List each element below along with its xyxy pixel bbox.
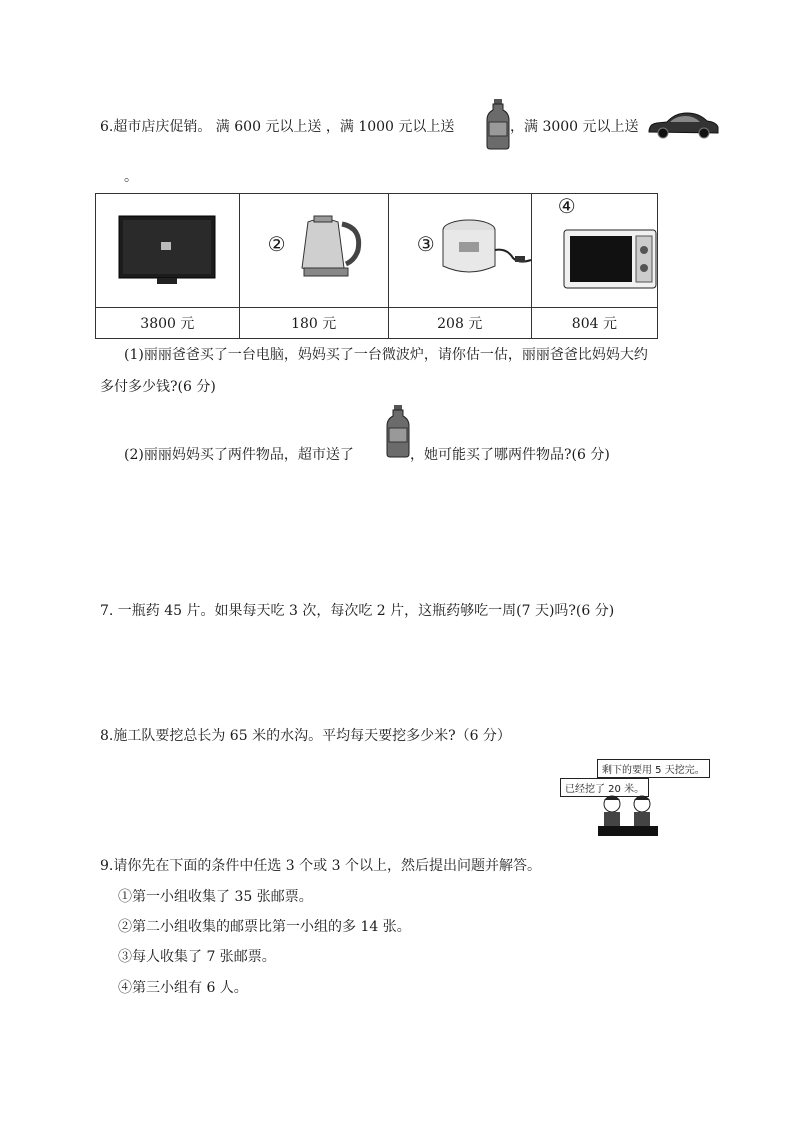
q6-line1-b: ，满 3000 元以上送	[510, 119, 639, 135]
product-marker-4: ④	[557, 194, 576, 218]
q6-sub2-b: ，她可能买了哪两件物品?(6 分)	[410, 447, 610, 463]
price-3: 208 元	[388, 308, 531, 339]
price-1: 3800 元	[96, 308, 240, 339]
q6-sub1-line2: 多付多少钱?(6 分)	[100, 379, 216, 395]
product-marker-3: ③	[416, 232, 435, 256]
product-marker-2: ②	[267, 232, 286, 256]
bottle-icon	[486, 98, 510, 150]
q9-condition-1: ①第一小组收集了 35 张邮票。	[118, 889, 313, 905]
q9-condition-2: ②第二小组收集的邮票比第一小组的多 14 张。	[118, 919, 411, 935]
product-cell-1	[96, 194, 240, 308]
q9-condition-4: ④第三小组有 6 人。	[118, 980, 248, 996]
q6-trailing-period: 。	[124, 169, 138, 185]
kettle-icon	[296, 206, 376, 282]
speech-bubble-left: 已经挖了 20 米。	[560, 778, 649, 797]
monitor-icon	[117, 214, 217, 288]
product-cell-4	[531, 194, 657, 308]
car-icon	[646, 110, 720, 140]
q7-text: 7. 一瓶药 45 片。如果每天吃 3 次，每次吃 2 片，这瓶药够吃一周(7 天)吗?(6 分)	[100, 603, 615, 619]
price-4: 804 元	[531, 308, 657, 339]
rice-cooker-icon	[441, 214, 533, 284]
microwave-icon	[562, 228, 658, 292]
product-table	[95, 193, 658, 339]
bottle-icon	[386, 404, 410, 458]
q9-condition-3: ③每人收集了 7 张邮票。	[118, 949, 276, 965]
q9-text: 9.请你先在下面的条件中任选 3 个或 3 个以上，然后提出问题并解答。	[100, 858, 541, 874]
product-cell-2	[239, 194, 388, 308]
product-cell-3	[388, 194, 531, 308]
q8-text: 8.施工队要挖总长为 65 米的水沟。平均每天要挖多少米?（6 分）	[100, 728, 511, 744]
q6-line1-a: 6.超市店庆促销。 满 600 元以上送 ，满 1000 元以上送	[100, 119, 455, 135]
q6-sub2-a: (2)丽丽妈妈买了两件物品，超市送了	[124, 447, 354, 463]
children-illustration	[596, 792, 660, 838]
price-2: 180 元	[239, 308, 388, 339]
q6-sub1-line1: (1)丽丽爸爸买了一台电脑，妈妈买了一台微波炉，请你估一估，丽丽爸爸比妈妈大约	[124, 347, 648, 363]
speech-bubble-right: 剩下的要用 5 天挖完。	[597, 759, 710, 778]
